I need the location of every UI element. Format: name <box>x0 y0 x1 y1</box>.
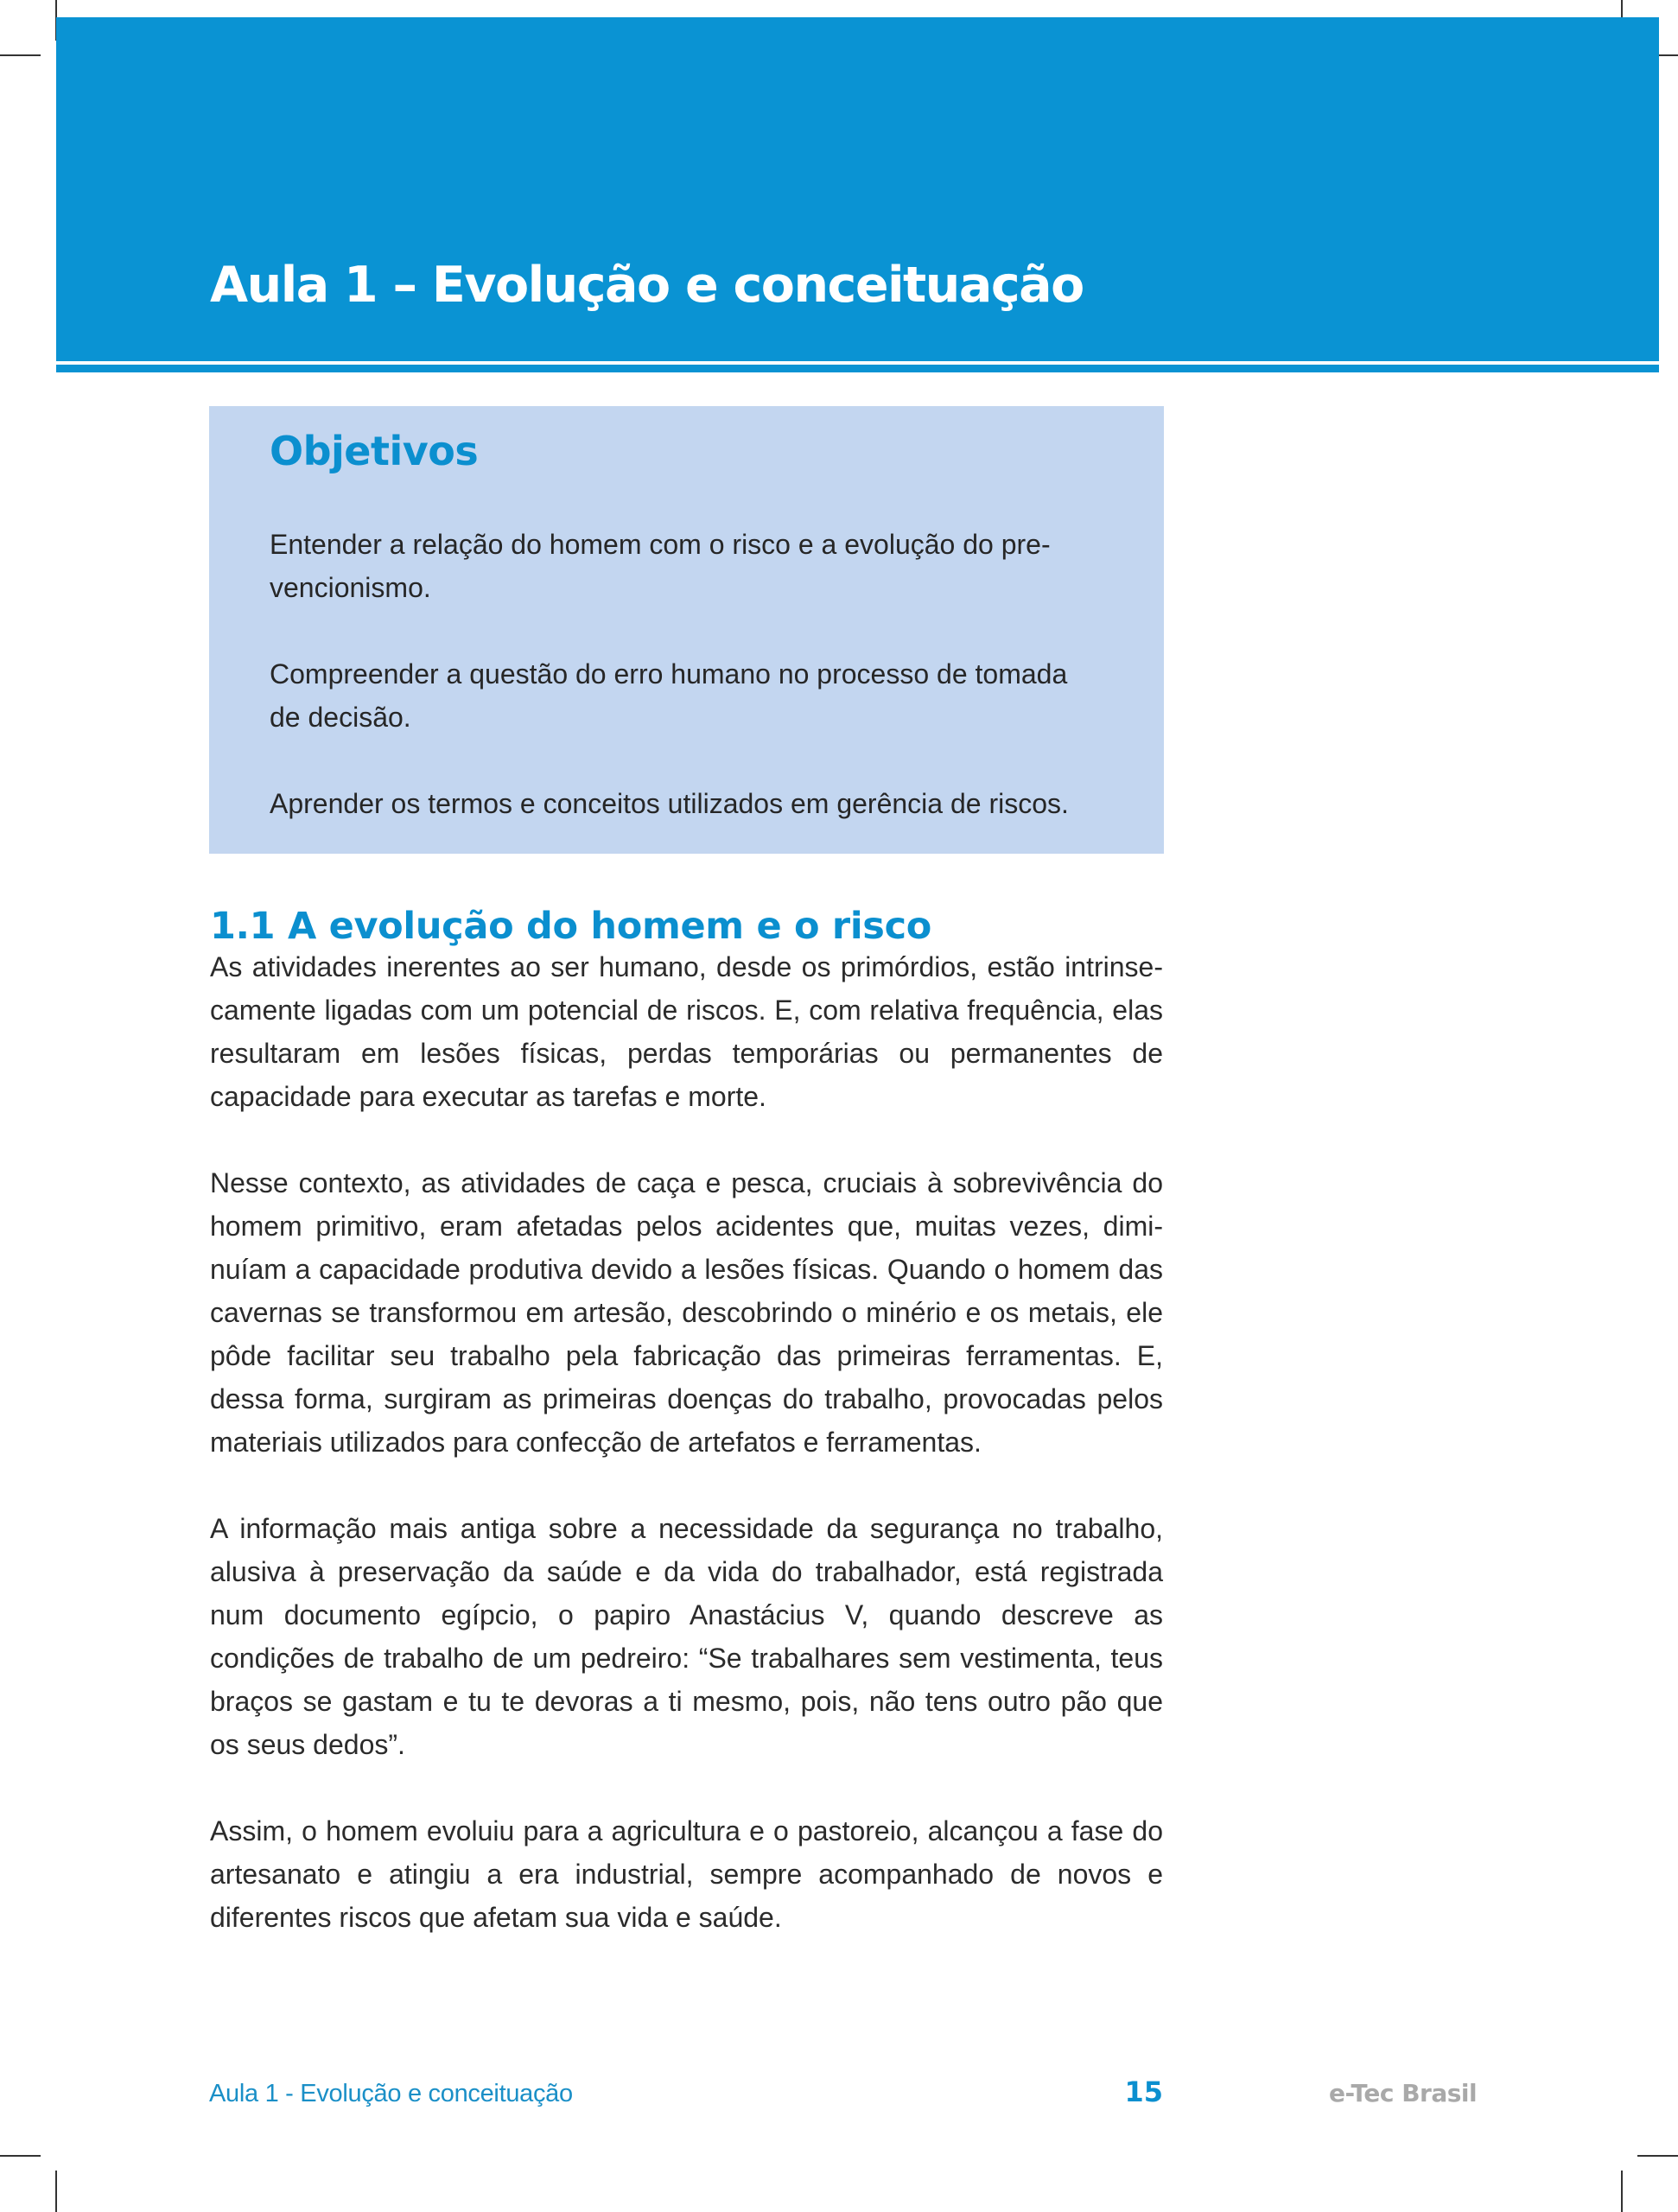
paragraph: Nesse contexto, as atividades de caça e pesca, cruciais à sobrevivência do homem primitivo, eram afetadas pelos acidentes que, muitas vezes, diminuíam a capacidade produtiva devido a lesões físicas. Quando o homem das cavernas se transformou em artesão, descobrindo o minério e os metais, ele pôde facilitar seu trabalho pela fabricação das primeiras ferramentas. E, dessa forma, surgiram as primeiras doenças do trabalho, provocadas pelos materiais utilizados para confecção de artefatos e ferramentas. <box>210 1167 1163 1458</box>
objectives-title: Objetivos <box>270 428 479 474</box>
crop-mark-top-left-horizontal <box>0 54 41 56</box>
crop-mark-bottom-right-horizontal <box>1637 2155 1678 2157</box>
paragraph: A informação mais antiga sobre a necessidade da segurança no trabalho, alusiva à preservação da saúde e da vida do trabalhador, está registrada num documento egípcio, o papiro Anastácius V, quando descreve as condições de trabalho de um pedreiro: “Se trabalhares sem vestimenta, teus braços se gastam e tu te devoras a ti mesmo, pois, não tens outro pão que os seus dedos”. <box>210 1513 1163 1760</box>
section-1-1 <box>210 899 1163 1982</box>
section-heading: 1.1 A evolução do homem e o risco <box>210 905 932 948</box>
paragraph: Assim, o homem evoluiu para a agricultura e o pastoreio, alcançou a fase do artesanato e atingiu a era industrial, sempre acompanhado de novos e diferentes riscos que afetam sua vida e saúde. <box>210 1815 1163 1933</box>
header-rule <box>56 365 1659 372</box>
crop-mark-bottom-right-vertical <box>1621 2171 1623 2212</box>
paragraph: As atividades inerentes ao ser humano, desde os primórdios, estão intrinsecamente ligadas com um potencial de riscos. E, com relativa frequência, elas resultaram em lesões físicas, perdas temporárias ou permanentes de capacidade para executar as tarefas e morte. <box>210 951 1163 1112</box>
chapter-title: Aula 1 – Evolução e conceituação <box>210 257 1084 314</box>
crop-mark-bottom-left-horizontal <box>0 2155 41 2157</box>
objective-item: Compreender a questão do erro humano no processo de tomada de decisão. <box>270 658 1068 733</box>
crop-mark-bottom-left-vertical <box>55 2171 57 2212</box>
page-number: 15 <box>1124 2075 1163 2108</box>
objective-item: Aprender os termos e conceitos utilizados em gerência de riscos. <box>270 788 1069 819</box>
objective-item: Entender a relação do homem com o risco e a evolução do pre- vencionismo. <box>270 529 1051 603</box>
objectives-box <box>209 406 1164 854</box>
objectives-list <box>270 523 1103 868</box>
section-body <box>210 945 1163 1939</box>
footer-running-title: Aula 1 - Evolução e conceituação <box>209 2080 573 2107</box>
footer-publisher: e-Tec Brasil <box>1329 2079 1478 2107</box>
